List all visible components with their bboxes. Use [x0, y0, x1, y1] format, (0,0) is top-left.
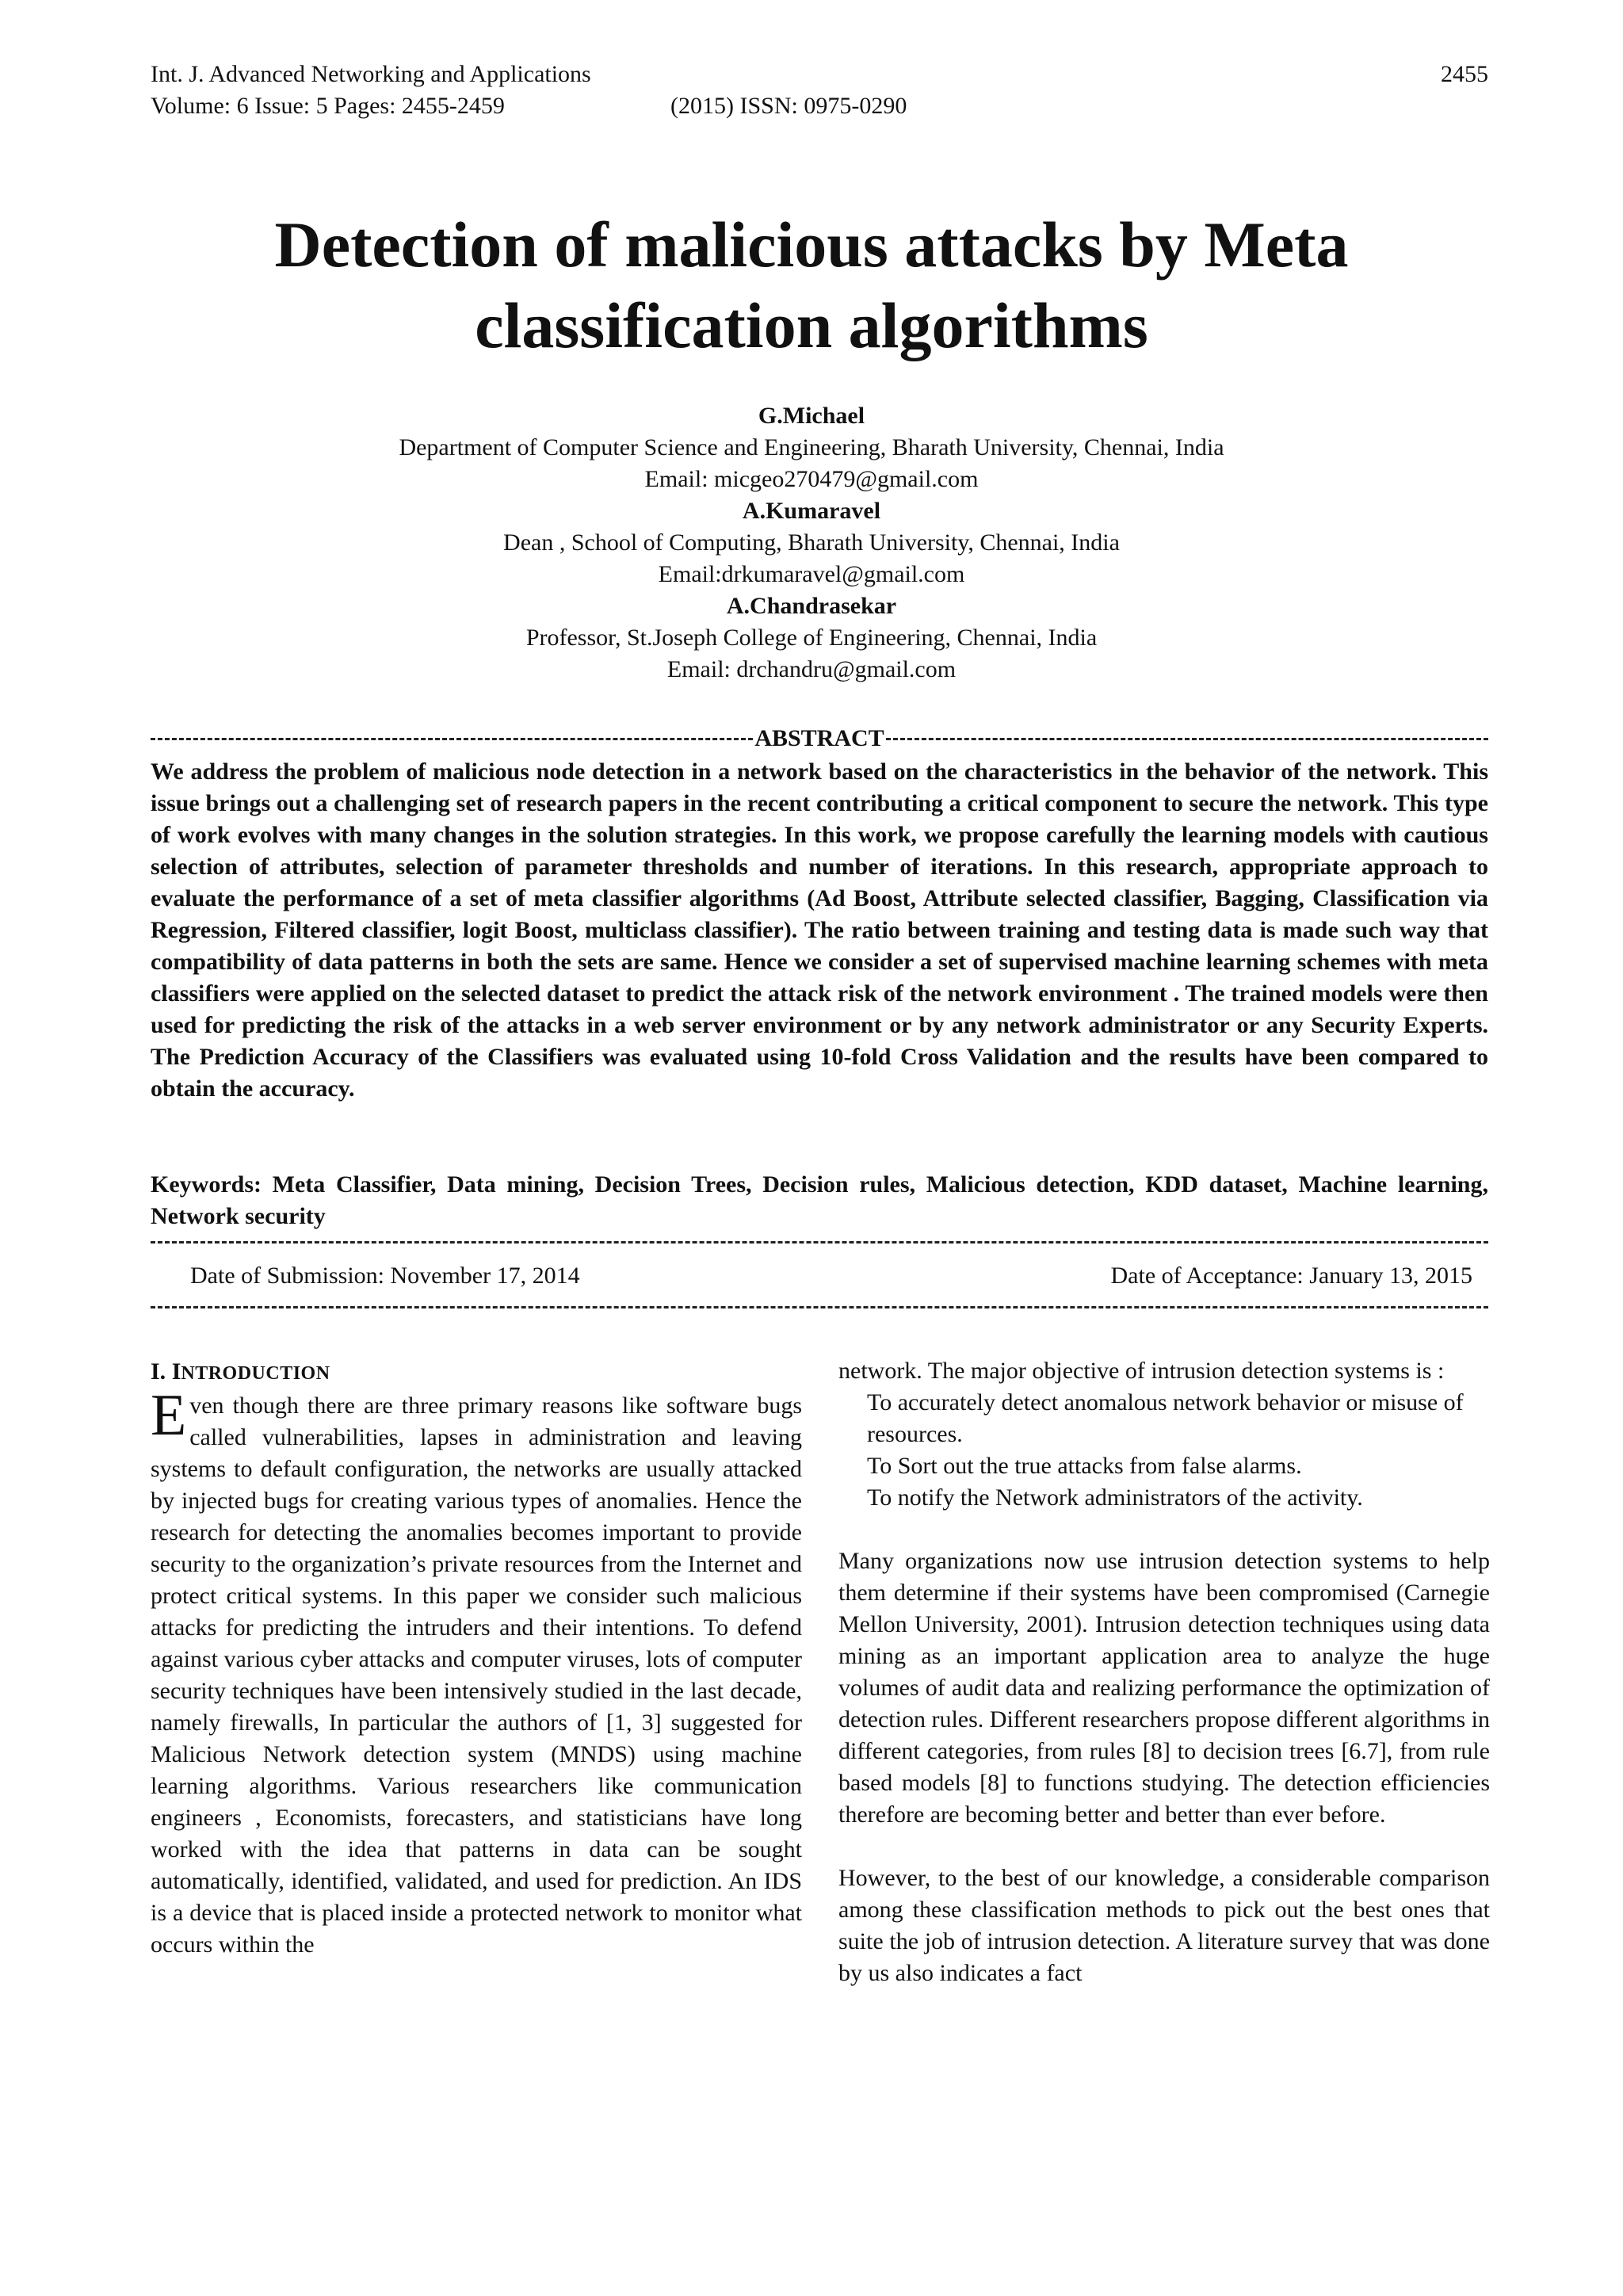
divider	[886, 738, 1488, 740]
list-item: To accurately detect anomalous network behavior or misuse of resources.	[867, 1389, 1464, 1447]
intro-paragraph	[151, 1383, 802, 1961]
journal-name: Int. J. Advanced Networking and Applications	[151, 61, 591, 87]
acceptance-date: Date of Acceptance: January 13, 2015	[1110, 1263, 1472, 1289]
divider	[151, 1306, 1488, 1308]
submission-date: Date of Submission: November 17, 2014	[190, 1263, 580, 1289]
page-number: 2455	[1441, 61, 1488, 87]
author-email: Email: micgeo270479@gmail.com	[644, 466, 979, 492]
volume-info: Volume: 6 Issue: 5 Pages: 2455-2459	[151, 93, 505, 119]
author-affiliation: Professor, St.Joseph College of Engineering, Chennai, India	[525, 625, 1098, 651]
section-heading-initial: I	[171, 1358, 181, 1385]
title-line-2: classification algorithms	[475, 289, 1148, 361]
author-affiliation: Department of Computer Science and Engineering, Bharath University, Chennai, India	[399, 434, 1224, 460]
drop-cap: E	[151, 1383, 187, 1448]
divider	[151, 738, 753, 740]
spacer	[838, 1831, 1490, 1862]
keywords: Keywords: Meta Classifier, Data mining, Decision Trees, Decision rules, Malicious detection, KDD dataset, Machine learning, Network security	[151, 1171, 1488, 1229]
author-block	[119, 400, 1504, 686]
author-name: G.Michael	[758, 403, 865, 429]
divider	[151, 1241, 1488, 1244]
section-heading	[151, 1355, 802, 1390]
author-email: Email: drchandru@gmail.com	[666, 656, 957, 682]
author-email: Email:drkumaravel@gmail.com	[658, 561, 965, 587]
objectives-list	[838, 1387, 1490, 1514]
objectives-intro: network. The major objective of intrusion detection systems is :	[838, 1358, 1445, 1384]
intro-paragraph-text: ven though there are three primary reasons like software bugs called vulnerabilities, lapses in administration and leaving systems to default configuration, the networks are usually attacked by injected bugs for creating various types of anomalies. Hence the research for detecting the anomalies becomes important to provide security to the organization’s private resources from the Internet and protect critical systems. In this paper we consider such malicious attacks for predicting the intruders and their intentions. To defend against various cyber attacks and computer viruses, lots of computer security techniques have been intensively studied in the last decade, namely firewalls, In particular the authors of [1, 3] suggested for Malicious Network detection system (MNDS) using machine learning algorithms. Various researchers like communication engineers , Economists, forecasters, and statisticians have long worked with the idea that patterns in data can be sought automatically, identified, validated, and used for prediction. An IDS is a device that is placed inside a protected network to monitor what occurs within the	[151, 1392, 802, 1958]
list-item: To notify the Network administrators of the activity.	[867, 1484, 1363, 1511]
paper-title	[119, 204, 1504, 366]
author-name: A.Kumaravel	[742, 498, 881, 524]
author-name: A.Chandrasekar	[726, 593, 897, 619]
spacer	[838, 1514, 1490, 1545]
section-heading-rest: NTRODUCTION	[181, 1363, 330, 1384]
dates-row	[190, 1260, 1472, 1292]
body-paragraph: However, to the best of our knowledge, a considerable comparison among these classification methods to pick out the best ones that suite the job of intrusion detection. A literature survey that was done by us also indicates a fact	[838, 1865, 1490, 1986]
abstract-heading: ABSTRACT	[754, 725, 884, 751]
title-line-1: Detection of malicious attacks by Meta	[274, 208, 1349, 281]
list-item: To Sort out the true attacks from false alarms.	[867, 1453, 1302, 1479]
abstract-rule	[151, 723, 1488, 755]
author-affiliation: Dean , School of Computing, Bharath University, Chennai, India	[503, 529, 1120, 556]
abstract-text: We address the problem of malicious node detection in a network based on the characteristics in the behavior of the network. This issue brings out a challenging set of research papers in the recent contributing a critical component to secure the network. This type of work evolves with many changes in the solution strategies. In this work, we propose carefully the learning models with cautious selection of attributes, selection of parameter thresholds and number of iterations. In this research, appropriate approach to evaluate the performance of a set of meta classifier algorithms (Ad Boost, Attribute selected classifier, Bagging, Classification via Regression, Filtered classifier, logit Boost, multiclass classifier). The ratio between training and testing data is made such way that compatibility of data patterns in both the sets are same. Hence we consider a set of supervised machine learning schemes with meta classifiers were applied on the selected dataset to predict the attack risk of the network environment . The trained models were then used for predicting the risk of the attacks in a web server environment or by any network administrator or any Security Experts. The Prediction Accuracy of the Classifiers was evaluated using 10-fold Cross Validation and the results have been compared to obtain the accuracy.	[151, 758, 1488, 1102]
section-number: I.	[151, 1358, 166, 1385]
left-column	[151, 1355, 802, 1961]
issn-info: (2015) ISSN: 0975-0290	[670, 93, 907, 119]
body-paragraph: Many organizations now use intrusion detection systems to help them determine if their systems have been compromised (Carnegie Mellon University, 2001). Intrusion detection techniques using data mining as an important application area to analyze the huge volumes of audit data and realizing performance the optimization of detection rules. Different researchers propose different algorithms in different categories, from rules [8] to decision trees [6.7], from rule based models [8] to functions studying. The detection efficiencies therefore are becoming better and better than ever before.	[838, 1548, 1490, 1828]
right-column	[838, 1355, 1490, 1989]
